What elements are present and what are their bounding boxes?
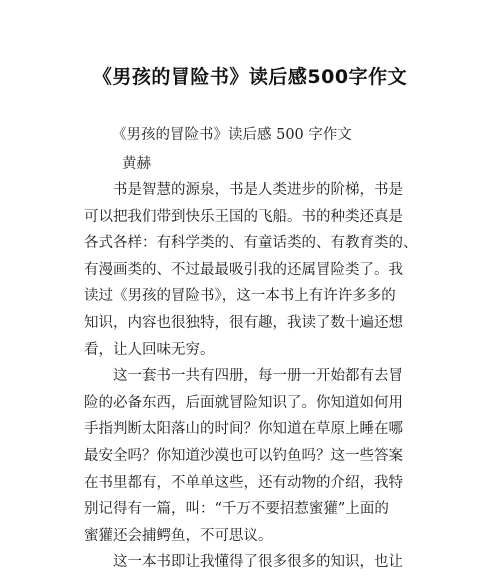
- paragraph-2: [84, 363, 434, 549]
- author-name: 黄赫: [122, 156, 151, 172]
- text-line: 这一本书即让我懂得了很多很多的知识，也让: [84, 554, 403, 571]
- text-line: 险的必备东西，后面就冒险知识了。你知道如何用: [84, 394, 403, 411]
- text-line: 各式各样：有科学类的、有童话类的、有教育类的、: [84, 235, 418, 252]
- text-line: 这一套书一共有四册，每一册一开始都有去冒: [84, 368, 403, 385]
- text-line: 蜜獾还会捕鳄鱼，不可思议。: [84, 527, 273, 544]
- document-body: [84, 177, 434, 576]
- text-line: 有漫画类的、不过最最吸引我的还属冒险类了。我: [84, 261, 403, 278]
- text-line: 在书里都有，不单单这些，还有动物的介绍，我特: [84, 474, 403, 491]
- paragraph-1: [84, 177, 434, 363]
- page-title: 《男孩的冒险书》读后感500字作文: [92, 66, 408, 88]
- document-title: 《男孩的冒险书》读后感 500 字作文: [112, 127, 352, 143]
- text-line: 手指判断太阳落山的时间？你知道在草原上睡在哪: [84, 421, 403, 438]
- text-line: 书是智慧的源泉，书是人类进步的阶梯，书是: [84, 182, 403, 198]
- text-line: 看，让人回味无穷。: [84, 341, 215, 358]
- paragraph-3: [84, 549, 434, 576]
- text-line: 别记得有一篇，叫：“千万不要招惹蜜獾”上面的: [84, 501, 389, 518]
- text-line: 可以把我们带到快乐王国的飞船。书的种类还真是: [84, 208, 403, 225]
- text-line: 读过《男孩的冒险书》，这一本书上有许许多多的: [84, 288, 396, 305]
- text-line: 知识，内容也很独特，很有趣，我读了数十遍还想: [84, 314, 403, 331]
- text-line: 最安全吗？你知道沙漠也可以钓鱼吗？这一些答案: [84, 447, 403, 464]
